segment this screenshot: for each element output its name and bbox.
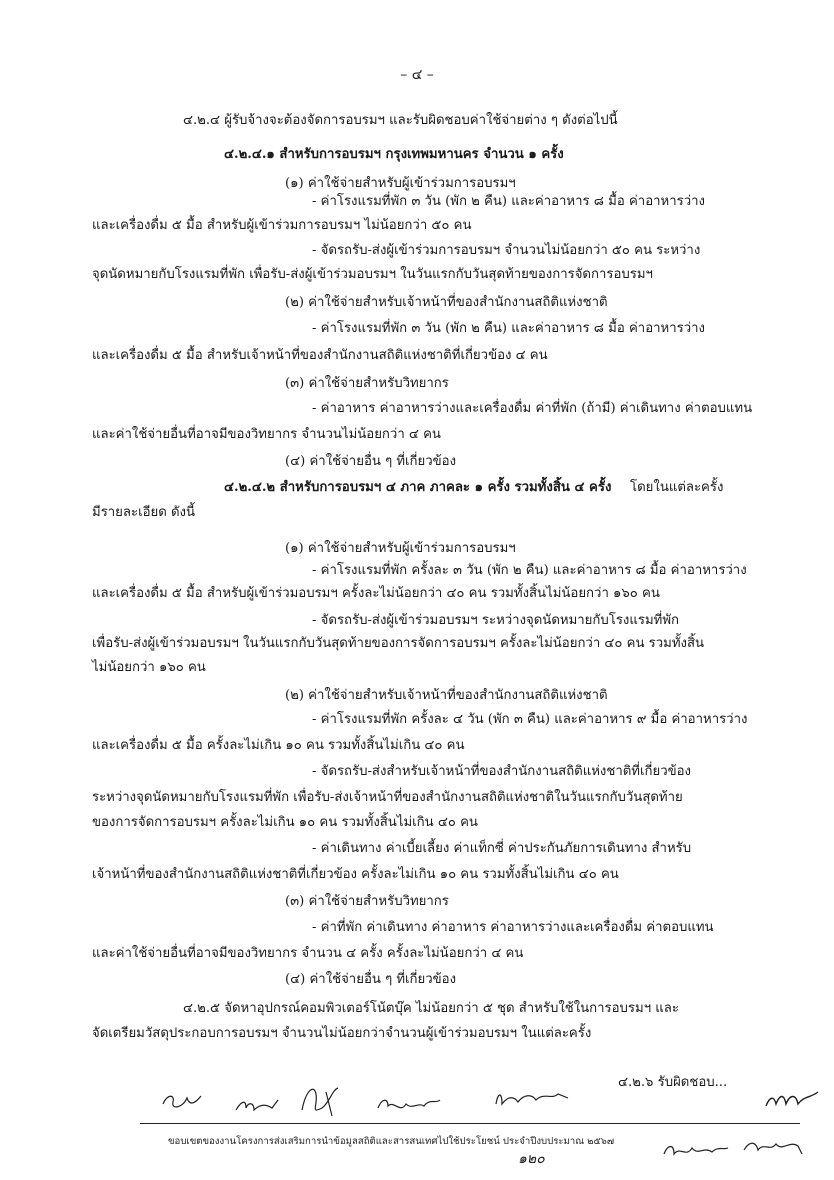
text-line: ไม่น้อยกว่า ๑๖๐ คน (92, 660, 206, 675)
item-heading: (๔) ค่าใช้จ่ายอื่น ๆ ที่เกี่ยวข้อง (285, 972, 457, 987)
text-line: - ค่าโรงแรมที่พัก ๓ วัน (พัก ๒ คืน) และค่าอาหาร ๘ มื้อ ค่าอาหารว่าง (312, 194, 705, 209)
text-line: - ค่าที่พัก ค่าเดินทาง ค่าอาหาร ค่าอาหารว่างและเครื่องดื่ม ค่าตอบแทน (312, 920, 714, 935)
text-line: และเครื่องดื่ม ๕ มื้อ สำหรับผู้เข้าร่วมอบรมฯ ครั้งละไม่น้อยกว่า ๔๐ คน รวมทั้งสิ้นไม่น้อยกว่า ๑๖๐ คน (92, 586, 660, 601)
text-line: - ค่าโรงแรมที่พัก ๓ วัน (พัก ๒ คืน) และค่าอาหาร ๘ มื้อ ค่าอาหารว่าง (312, 321, 705, 336)
handwritten-page-number: ๑๒๐ (518, 1151, 545, 1167)
item-heading: (๔) ค่าใช้จ่ายอื่น ๆ ที่เกี่ยวข้อง (285, 454, 457, 469)
signature-5 (492, 1086, 572, 1110)
text-line: ของการจัดการอบรมฯ ครั้งละไม่เกิน ๑๐ คน รวมทั้งสิ้นไม่เกิน ๔๐ คน (92, 815, 478, 830)
item-heading: (๑) ค่าใช้จ่ายสำหรับผู้เข้าร่วมการอบรมฯ (285, 541, 516, 556)
clause-4-2-4: ๔.๒.๔ ผู้รับจ้างจะต้องจัดการอบรมฯ และรับผิดชอบค่าใช้จ่ายต่าง ๆ ดังต่อไปนี้ (183, 113, 618, 128)
signature-1 (155, 1088, 205, 1114)
text-line: - ค่าโรงแรมที่พัก ครั้งละ ๓ วัน (พัก ๒ คืน) และค่าอาหาร ๘ มื้อ ค่าอาหารว่าง (312, 563, 747, 578)
item-heading: (๑) ค่าใช้จ่ายสำหรับผู้เข้าร่วมการอบรมฯ (285, 176, 516, 191)
text-line: และเครื่องดื่ม ๕ มื้อ สำหรับเจ้าหน้าที่ของสำนักงานสถิติแห่งชาติที่เกี่ยวข้อง ๔ คน (92, 348, 548, 363)
text-line: และเครื่องดื่ม ๕ มื้อ ครั้งละไม่เกิน ๑๐ คน รวมทั้งสิ้นไม่เกิน ๔๐ คน (92, 738, 465, 753)
text-line: - ค่าเดินทาง ค่าเบี้ยเลี้ยง ค่าแท็กซี่ ค่าประกันภัยการเดินทาง สำหรับ (312, 841, 692, 856)
text-line: - จัดรถรับ-ส่งผู้เข้าร่วมการอบรมฯ จำนวนไม่น้อยกว่า ๕๐ คน ระหว่าง (312, 243, 701, 258)
signature-7 (660, 1138, 730, 1164)
footer-text: ขอบเขตของงานโครงการส่งเสริมการนำข้อมูลสถิติและสารสนเทศไปใช้ประโยชน์ ประจำปีงบประมาณ ๒๕๖๗ (168, 1136, 615, 1147)
text-line: มีรายละเอียด ดังนี้ (92, 505, 196, 520)
text-line: โดยในแต่ละครั้ง (630, 480, 724, 495)
text-line: และค่าใช้จ่ายอื่นที่อาจมีของวิทยากร จำนวน ๔ ครั้ง ครั้งละไม่น้อยกว่า ๔ คน (92, 946, 524, 961)
heading-4-2-4-1: ๔.๒.๔.๑ สำหรับการอบรมฯ กรุงเทพมหานคร จำนวน ๑ ครั้ง (224, 147, 564, 162)
text-line: - จัดรถรับ-ส่งผู้เข้าร่วมอบรมฯ ระหว่างจุดนัดหมายกับโรงแรมที่พัก (312, 613, 680, 628)
signature-2 (232, 1092, 282, 1118)
text-line: จุดนัดหมายกับโรงแรมที่พัก เพื่อรับ-ส่งผู้เข้าร่วมอบรมฯ ในวันแรกกับวันสุดท้ายของการจัดการอบรมฯ (92, 267, 653, 282)
text-line: ระหว่างจุดนัดหมายกับโรงแรมที่พัก เพื่อรับ-ส่งเจ้าหน้าที่ของสำนักงานสถิติแห่งชาติในวันแรกกับวันสุดท้าย (92, 790, 683, 805)
signature-6 (762, 1088, 822, 1114)
text-line: เพื่อรับ-ส่งผู้เข้าร่วมอบรมฯ ในวันแรกกับวันสุดท้ายของการจัดการอบรมฯ ครั้งละไม่น้อยกว่า ๔๐ คน รวมทั้งสิ้น (92, 636, 705, 651)
continuation-text: ๔.๒.๖ รับผิดชอบ... (618, 1075, 728, 1090)
text-line: - ค่าโรงแรมที่พัก ครั้งละ ๔ วัน (พัก ๓ คืน) และค่าอาหาร ๙ มื้อ ค่าอาหารว่าง (312, 712, 748, 727)
item-heading: (๓) ค่าใช้จ่ายสำหรับวิทยากร (285, 376, 449, 391)
clause-4-2-5: ๔.๒.๕ จัดหาอุปกรณ์คอมพิวเตอร์โน้ตบุ๊ค ไม่น้อยกว่า ๕ ชุด สำหรับใช้ในการอบรมฯ และ (183, 1001, 679, 1016)
item-heading: (๒) ค่าใช้จ่ายสำหรับเจ้าหน้าที่ของสำนักงานสถิติแห่งชาติ (285, 688, 608, 703)
item-heading: (๒) ค่าใช้จ่ายสำหรับเจ้าหน้าที่ของสำนักงานสถิติแห่งชาติ (285, 295, 608, 310)
text-line: - จัดรถรับ-ส่งสำหรับเจ้าหน้าที่ของสำนักงานสถิติแห่งชาติที่เกี่ยวข้อง (312, 764, 691, 779)
item-heading: (๓) ค่าใช้จ่ายสำหรับวิทยากร (285, 894, 449, 909)
heading-4-2-4-2: ๔.๒.๔.๒ สำหรับการอบรมฯ ๔ ภาค ภาคละ ๑ ครั้ง รวมทั้งสิ้น ๔ ครั้ง (224, 480, 612, 495)
footer-rule (140, 1123, 800, 1124)
text-line: เจ้าหน้าที่ของสำนักงานสถิติแห่งชาติที่เกี่ยวข้อง ครั้งละไม่เกิน ๑๐ คน รวมทั้งสิ้นไม่เกิน ๔๐ คน (92, 867, 619, 882)
signature-3 (292, 1080, 352, 1120)
text-line: จัดเตรียมวัสดุประกอบการอบรมฯ จำนวนไม่น้อยกว่าจำนวนผู้เข้าร่วมอบรมฯ ในแต่ละครั้ง (92, 1026, 592, 1041)
text-line: และเครื่องดื่ม ๕ มื้อ สำหรับผู้เข้าร่วมการอบรมฯ ไม่น้อยกว่า ๕๐ คน (92, 218, 472, 233)
signature-8 (740, 1134, 806, 1160)
signature-4 (374, 1092, 444, 1120)
text-line: - ค่าอาหาร ค่าอาหารว่างและเครื่องดื่ม ค่าที่พัก (ถ้ามี) ค่าเดินทาง ค่าตอบแทน (312, 401, 753, 416)
text-line: และค่าใช้จ่ายอื่นที่อาจมีของวิทยากร จำนวนไม่น้อยกว่า ๔ คน (92, 427, 441, 442)
page-number: – ๔ – (400, 67, 434, 83)
